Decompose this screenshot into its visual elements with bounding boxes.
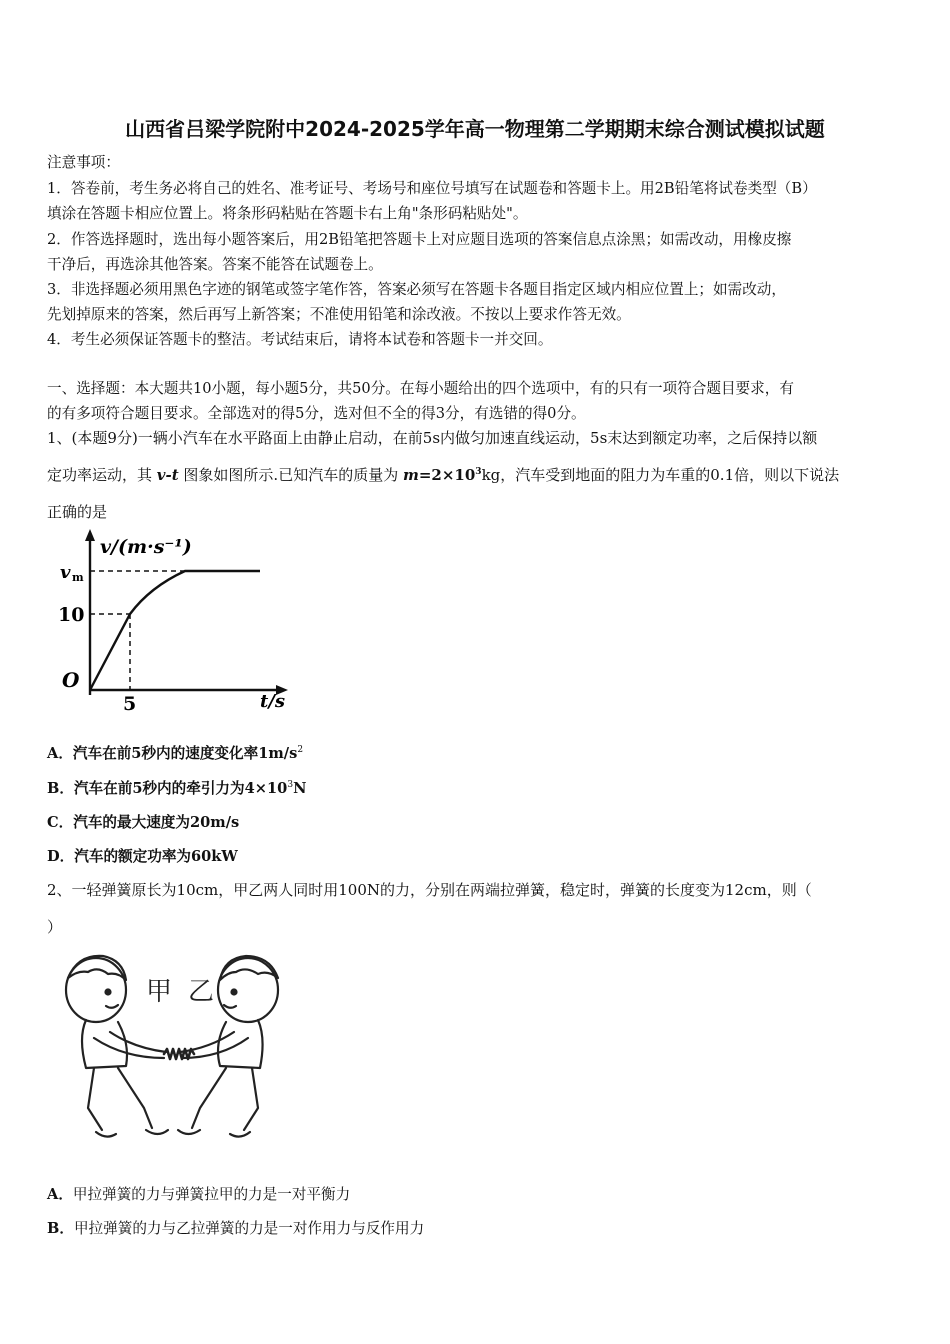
q1-line-2c: =2×10	[418, 466, 476, 484]
y-axis-arrow	[85, 529, 95, 541]
y-axis-label: v/(m·s⁻¹)	[100, 536, 192, 558]
q1-line-2a: 定功率运动，其	[47, 466, 157, 484]
notice-line-5: 3．非选择题必须用黑色字迹的钢笔或签字笔作答，答案必须写在答题卡各题目指定区域内相应位置上；如需改动，	[47, 281, 786, 298]
q1-option-a	[47, 742, 303, 763]
right-boy-eye	[232, 990, 237, 995]
q1-option-b-key: B．	[47, 780, 74, 797]
left-boy-shoe1	[96, 1132, 116, 1137]
q2-option-b-key: B．	[47, 1220, 74, 1237]
tick-10: 10	[58, 604, 85, 626]
notice-heading: 注意事项：	[47, 154, 120, 171]
q1-line-2b: 图象如图所示.已知汽车的质量为	[178, 466, 403, 484]
label-yi: 乙	[188, 977, 215, 1007]
notice-line-2: 填涂在答题卡相应位置上。将条形码粘贴在答题卡右上角"条形码粘贴处"。	[47, 205, 528, 222]
q1-exp: 3	[475, 467, 482, 477]
spring-figure	[48, 948, 298, 1158]
q2-option-b-text: 甲拉弹簧的力与乙拉弹簧的力是一对作用力与反作用力	[73, 1220, 425, 1237]
q1-option-d-key: D．	[47, 848, 75, 865]
right-boy-arm2	[182, 1038, 248, 1058]
q1-option-b-text: 汽车在前5秒内的牵引力为4×10	[73, 780, 288, 797]
right-boy-leg2	[244, 1068, 258, 1130]
origin-label: O	[62, 668, 80, 692]
vt-graph	[50, 525, 310, 715]
tick-5: 5	[123, 693, 137, 715]
left-boy-eye	[106, 990, 111, 995]
section-line-2: 的有多项符合题目要求。全部选对的得5分，选对但不全的得3分，有选错的得0分。	[47, 405, 586, 422]
right-boy-head	[218, 958, 278, 1022]
left-boy-arm2	[94, 1038, 164, 1058]
right-boy-shoe2	[230, 1132, 250, 1137]
notice-line-3: 2．作答选择题时，选出每小题答案后，用2B铅笔把答题卡上对应题目选项的答案信息点涂黑；如需改动，用橡皮擦	[47, 231, 792, 248]
q1-option-c-text: 汽车的最大速度为20m/s	[73, 814, 240, 831]
vt-curve	[90, 571, 260, 690]
right-boy-mouth	[224, 1005, 236, 1008]
q2-option-a-key: A．	[47, 1186, 73, 1203]
spring	[164, 1049, 194, 1059]
q2-option-b	[47, 1217, 424, 1238]
left-boy-leg2	[118, 1068, 152, 1128]
section-line-1: 一、选择题：本大题共10小题，每小题5分，共50分。在每小题给出的四个选项中，有的只有一项符合题目要求，有	[47, 380, 794, 397]
q2-option-a	[47, 1183, 350, 1204]
left-boy-leg1	[88, 1068, 102, 1130]
right-boy-shoe1	[178, 1130, 200, 1134]
q1-option-a-text: 汽车在前5秒内的速度变化率1m/s	[72, 745, 298, 762]
q1-option-d	[47, 845, 238, 866]
q2-line-2: ）	[47, 918, 63, 936]
notice-line-6: 先划掉原来的答案，然后再写上新答案；不准使用铅笔和涂改液。不按以上要求作答无效。	[47, 306, 631, 323]
q1-option-d-text: 汽车的额定功率为60kW	[74, 848, 238, 865]
q1-line-2d: kg，汽车受到地面的阻力为车重的0.1倍，则以下说法	[481, 466, 840, 484]
q2-line-1: 2、一轻弹簧原长为10cm，甲乙两人同时用100N的力，分别在两端拉弹簧，稳定时，弹簧的长度变为12cm，则（	[47, 881, 812, 899]
label-jia: 甲	[146, 977, 173, 1007]
left-boy-shoe2	[146, 1130, 168, 1134]
q1-option-c	[47, 811, 239, 832]
q1-line-1: 1、(本题9分)一辆小汽车在水平路面上由静止启动，在前5s内做匀加速直线运动，5s末达到额定功率，之后保持以额	[47, 429, 818, 447]
q1-option-a-sup: 2	[297, 745, 304, 756]
notice-line-4: 干净后，再选涂其他答案。答案不能答在试题卷上。	[47, 256, 383, 273]
q1-vt: v-t	[156, 466, 179, 484]
tick-vm: v	[60, 562, 71, 583]
q1-option-a-key: A．	[47, 745, 73, 762]
notice-line-7: 4．考生必须保证答题卡的整洁。考试结束后，请将本试卷和答题卡一并交回。	[47, 331, 553, 348]
tick-vm-sub: m	[72, 571, 84, 584]
q1-option-b-sup: 3	[287, 780, 294, 791]
notice-line-1: 1．答卷前，考生务必将自己的姓名、准考证号、考场号和座位号填写在试题卷和答题卡上。用2B铅笔将试卷类型（B）	[47, 180, 817, 197]
left-boy-arm	[110, 1032, 166, 1052]
left-boy-mouth	[106, 1005, 118, 1008]
q1-m: m	[402, 466, 419, 484]
q1-option-b-tail: N	[293, 780, 307, 797]
right-boy-leg1	[192, 1068, 226, 1128]
q1-line-2	[47, 464, 839, 485]
q1-option-c-key: C．	[47, 814, 74, 831]
q1-line-3: 正确的是	[47, 503, 108, 521]
q2-option-a-text: 甲拉弹簧的力与弹簧拉甲的力是一对平衡力	[72, 1186, 351, 1203]
q1-option-b	[47, 777, 306, 798]
exam-title: 山西省吕梁学院附中2024-2025学年高一物理第二学期期末综合测试模拟试题	[125, 117, 825, 141]
x-axis-label: t/s	[260, 691, 286, 712]
